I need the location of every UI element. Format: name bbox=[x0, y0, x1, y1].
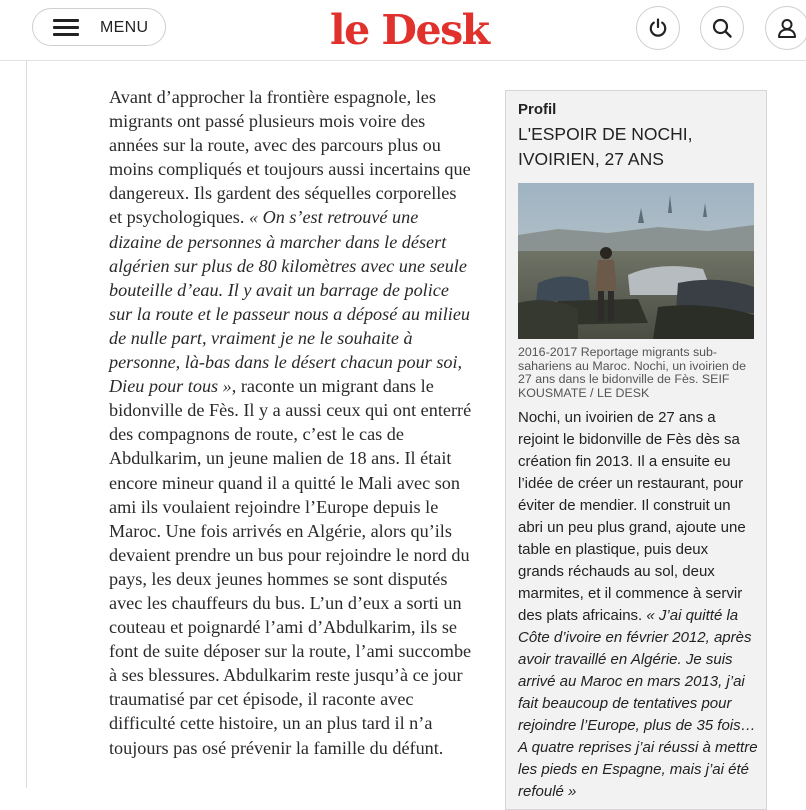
profile-sidebar bbox=[505, 90, 767, 810]
article-quote: « On s’est retrouvé une dizaine de personnes à marcher dans le désert algérien sur plus de 80 kilomètres avec une seule bouteille d’eau. Il y avait un barrage de police sur la route et le passeur nous a déposé au milieu de nulle part, vraiment je ne le souhaite à personne, là-bas dans le désert chacun pour soi, Dieu pour tous » bbox=[109, 207, 471, 397]
menu-label: MENU bbox=[100, 19, 149, 36]
search-icon bbox=[711, 17, 733, 39]
site-logo[interactable]: le Desk bbox=[330, 6, 489, 54]
article-text-continued: , raconte un migrant dans le bidonville de Fès. Il y a aussi ceux qui ont enterré des compagnons de route, c’est le cas de Abdulkarim, un jeune malien de 18 ans. Il était encore mineur quand il a quitté le Mali avec son ami ils voulaient rejoindre l’Europe depuis le Maroc. Une fois arrivés en Algérie, alors qu’ils devaient prendre un bus pour rejoindre le nord du pays, les deux jeunes hommes se sont disputés avec les chauffeurs du bus. L’un d’eux a sorti un couteau et poignardé l’ami d’Abdulkarim, ils se font de suite déposer sur la route, l’ami succombe à ses blessures. Abdulkarim reste jusqu’à ce jour traumatisé par cet épisode, il raconte avec difficulté cette histoire, un an plus tard il n’a toujours pas osé prévenir la famille du défunt. bbox=[109, 376, 472, 758]
article-text: Avant d’approcher la frontière espagnole, les migrants ont passé plusieurs mois voire des années sur la route, avec des parcours plus ou moins compliqués et toujours aussi incertains que dangereux. Ils gardent des séquelles corporelles et psychologiques. bbox=[109, 87, 471, 228]
menu-button[interactable] bbox=[32, 8, 166, 46]
user-button[interactable] bbox=[765, 6, 806, 50]
article-body bbox=[109, 85, 474, 760]
profile-quote: « J’ai quitté la Côte d’ivoire en février 2012, après avoir travaillé en Algérie. Je suis arrivé au Maroc en mars 2013, j’ai fait beaucoup de tentatives pour rejoindre l’Europe, plus de 35 fois… A quatre reprises j’ai réussi à mettre les pieds en Espagne, mais j’ai été refoulé » bbox=[518, 607, 758, 800]
power-icon bbox=[647, 17, 669, 39]
profile-photo[interactable] bbox=[518, 183, 754, 339]
profile-kicker: Profil bbox=[518, 101, 557, 118]
profile-body bbox=[518, 407, 758, 803]
top-header bbox=[0, 0, 806, 61]
article-paragraph bbox=[109, 85, 474, 760]
content-border bbox=[26, 60, 27, 788]
user-icon bbox=[776, 17, 798, 39]
power-button[interactable] bbox=[636, 6, 680, 50]
search-button[interactable] bbox=[700, 6, 744, 50]
photo-caption: 2016-2017 Reportage migrants sub-sahariens au Maroc. Nochi, un ivoirien de 27 ans dans le bidonville de Fès. SEIF KOUSMATE / LE DESK bbox=[518, 345, 746, 400]
profile-title: L'ESPOIR DE NOCHI, IVOIRIEN, 27 ANS bbox=[518, 124, 693, 169]
profile-text: Nochi, un ivoirien de 27 ans a rejoint le bidonville de Fès dès sa création fin 2013. Il a ensuite eu l’idée de créer un restaurant, pour éviter de mendier. Il construit un abri un peu plus grand, ajoute une table en plastique, puis deux grands réchauds au sol, deux marmites, et il commence à servir des plats africains. bbox=[518, 409, 746, 624]
hamburger-icon bbox=[53, 18, 79, 38]
